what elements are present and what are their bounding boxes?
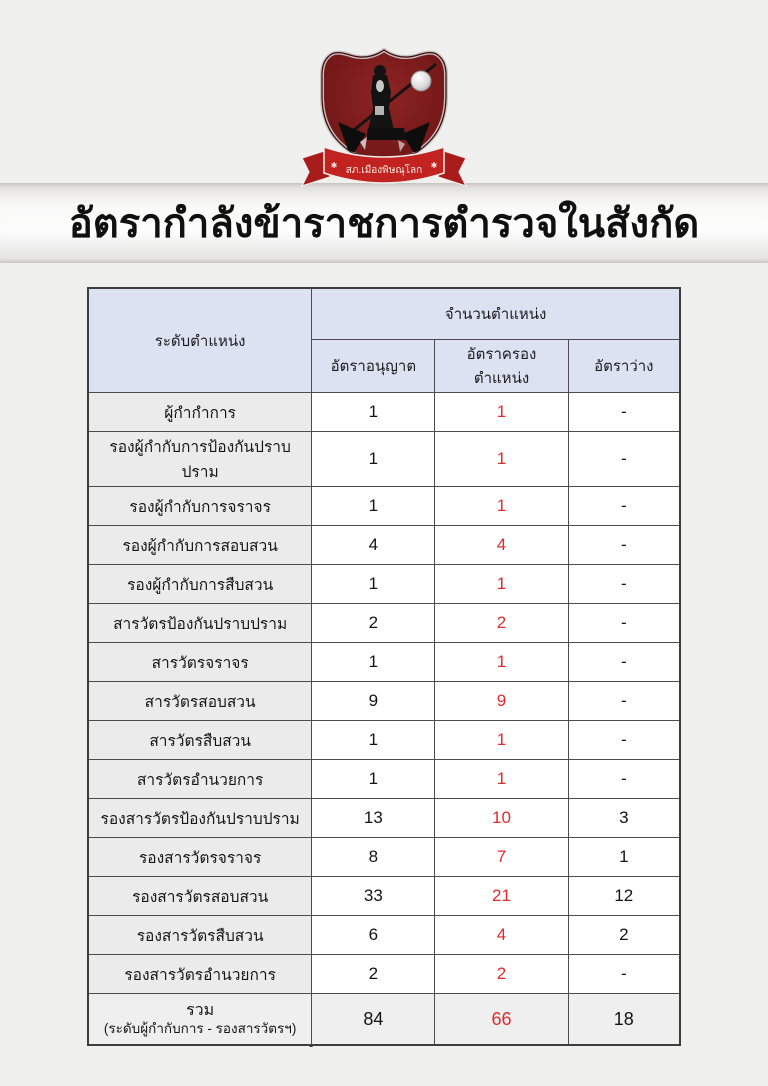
vacant-value: - — [568, 643, 680, 682]
page-title: อัตรากำลังข้าราชการตำรวจในสังกัด — [68, 202, 700, 246]
authorized-value: 8 — [312, 838, 435, 877]
table-row — [88, 799, 680, 838]
vacant-value: 1 — [568, 838, 680, 877]
table-row — [88, 721, 680, 760]
statue-highlight-2 — [375, 106, 384, 115]
authorized-value: 1 — [312, 760, 435, 799]
total-vacant-value: 18 — [568, 994, 680, 1046]
occupied-value: 1 — [435, 721, 568, 760]
occupied-value: 1 — [435, 760, 568, 799]
table-row — [88, 393, 680, 432]
position-label: รองสารวัตรสอบสวน — [88, 877, 312, 916]
table-row — [88, 838, 680, 877]
authorized-value: 9 — [312, 682, 435, 721]
authorized-value: 1 — [312, 643, 435, 682]
position-label: รองสารวัตรสืบสวน — [88, 916, 312, 955]
vacant-value: - — [568, 721, 680, 760]
vacant-value: - — [568, 604, 680, 643]
ribbon-ornament-right: ✱ — [430, 161, 438, 170]
col-header-occupied: อัตราครองตำแหน่ง — [435, 340, 568, 393]
occupied-value: 7 — [435, 838, 568, 877]
position-label: รองผู้กำกับการสอบสวน — [88, 526, 312, 565]
occupied-value: 21 — [435, 877, 568, 916]
vacant-value: - — [568, 526, 680, 565]
pedestal — [366, 128, 406, 140]
table-row — [88, 682, 680, 721]
col-header-position-level: ระดับตำแหน่ง — [88, 288, 312, 393]
vacant-value: 12 — [568, 877, 680, 916]
total-label-line1: รวม — [186, 1001, 215, 1019]
manpower-table-container — [87, 287, 681, 1046]
position-label: สารวัตรจราจร — [88, 643, 312, 682]
occupied-value: 2 — [435, 604, 568, 643]
authorized-value: 2 — [312, 955, 435, 994]
position-label: รองผู้กำกับการป้องกันปราบปราม — [88, 432, 312, 487]
table-row — [88, 432, 680, 487]
position-label: ผู้กำกำการ — [88, 393, 312, 432]
authorized-value: 1 — [312, 432, 435, 487]
vacant-value: - — [568, 487, 680, 526]
position-label: รองสารวัตรจราจร — [88, 838, 312, 877]
occupied-value: 1 — [435, 487, 568, 526]
total-label-line2: (ระดับผู้กำกับการ - รองสารวัตรฯ) — [103, 1020, 297, 1036]
police-station-crest-logo — [294, 40, 474, 197]
position-label: รองผู้กำกับการจราจร — [88, 487, 312, 526]
table-total-row — [88, 994, 680, 1046]
occupied-value: 4 — [435, 916, 568, 955]
total-occupied-value: 66 — [435, 994, 568, 1046]
total-label — [88, 994, 312, 1046]
vacant-value: - — [568, 682, 680, 721]
vacant-value: - — [568, 565, 680, 604]
table-row — [88, 916, 680, 955]
col-header-position-count-group: จำนวนตำแหน่ง — [312, 288, 680, 340]
occupied-value: 1 — [435, 643, 568, 682]
vacant-value: 2 — [568, 916, 680, 955]
occupied-value: 4 — [435, 526, 568, 565]
authorized-value: 4 — [312, 526, 435, 565]
position-label: สารวัตรป้องกันปราบปราม — [88, 604, 312, 643]
occupied-value: 1 — [435, 432, 568, 487]
col-header-vacant: อัตราว่าง — [568, 340, 680, 393]
authorized-value: 1 — [312, 393, 435, 432]
table-row — [88, 526, 680, 565]
authorized-value: 33 — [312, 877, 435, 916]
total-authorized-value: 84 — [312, 994, 435, 1046]
authorized-value: 2 — [312, 604, 435, 643]
authorized-value: 6 — [312, 916, 435, 955]
position-label: สารวัตรสอบสวน — [88, 682, 312, 721]
vacant-value: - — [568, 432, 680, 487]
occupied-value: 9 — [435, 682, 568, 721]
vacant-value: - — [568, 760, 680, 799]
crest-shield-icon — [294, 40, 474, 192]
position-label: รองสารวัตรป้องกันปราบปราม — [88, 799, 312, 838]
vacant-value: 3 — [568, 799, 680, 838]
occupied-value: 1 — [435, 393, 568, 432]
position-label: รองผู้กำกับการสืบสวน — [88, 565, 312, 604]
authorized-value: 1 — [312, 721, 435, 760]
table-row — [88, 877, 680, 916]
position-label: สารวัตรสืบสวน — [88, 721, 312, 760]
authorized-value: 13 — [312, 799, 435, 838]
manpower-table — [87, 287, 681, 1046]
authorized-value: 1 — [312, 565, 435, 604]
ribbon-text: สภ.เมืองพิษณุโลก — [345, 165, 423, 176]
position-label: รองสารวัตรอำนวยการ — [88, 955, 312, 994]
position-label: สารวัตรอำนวยการ — [88, 760, 312, 799]
vacant-value: - — [568, 393, 680, 432]
table-row — [88, 955, 680, 994]
table-row — [88, 487, 680, 526]
occupied-value: 10 — [435, 799, 568, 838]
authorized-value: 1 — [312, 487, 435, 526]
occupied-value: 2 — [435, 955, 568, 994]
col-header-authorized: อัตราอนุญาต — [312, 340, 435, 393]
vacant-value: - — [568, 955, 680, 994]
table-row — [88, 643, 680, 682]
table-header-row-1 — [88, 288, 680, 340]
statue-highlight — [376, 80, 384, 92]
table-row — [88, 565, 680, 604]
table-row — [88, 760, 680, 799]
table-row — [88, 604, 680, 643]
ribbon-ornament-left: ✱ — [330, 161, 338, 170]
occupied-value: 1 — [435, 565, 568, 604]
orb-icon — [411, 71, 431, 91]
